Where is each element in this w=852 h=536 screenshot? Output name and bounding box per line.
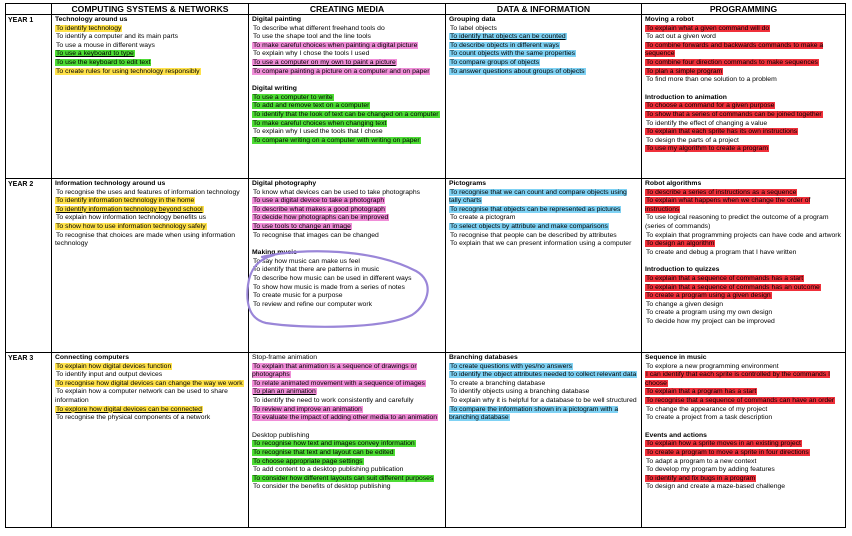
unit-group <box>252 249 442 309</box>
unit-title: Technology around us <box>55 16 128 23</box>
objective-item <box>449 406 638 423</box>
objective-text: To use tools to change an image <box>253 222 351 230</box>
objective-text: To use a computer on my own to paint a picture <box>253 58 396 66</box>
objective-item <box>252 94 442 103</box>
objective-text: To design and create a maze-based challenge <box>646 483 786 491</box>
unit-group <box>252 16 442 76</box>
objective-text: To describe what different freehand tools do <box>253 24 385 32</box>
objective-text: To create a branching database <box>450 379 546 387</box>
objective-item <box>645 232 842 241</box>
objective-item <box>55 33 245 42</box>
unit-title: Introduction to animation <box>645 93 727 101</box>
objective-item <box>55 189 245 198</box>
objective-text: To develop my program by adding features <box>646 466 775 474</box>
objective-item <box>645 102 842 111</box>
objective-item <box>645 318 842 327</box>
unit-group <box>645 266 842 326</box>
objective-text: To decide how my project can be improved <box>646 317 775 325</box>
objective-text: To use the keyboard to edit text <box>56 58 151 66</box>
objective-text: To create a program using my own design <box>646 309 773 317</box>
objective-item <box>449 25 638 34</box>
objective-item <box>252 301 442 310</box>
objective-text: To decide how photographs can be improved <box>253 214 389 222</box>
objective-text: To evaluate the impact of adding other media to an animation <box>253 414 438 422</box>
objective-item <box>55 414 245 423</box>
unit-title: Robot algorithms <box>645 180 702 187</box>
objective-text: To act out a given word <box>646 33 716 41</box>
objective-text: To explain that a sequence of commands has an outcome <box>646 283 820 291</box>
objective-text: To review and improve an animation <box>253 405 362 413</box>
objective-text: To create rules for using technology responsibly <box>56 67 200 75</box>
objective-item <box>252 406 442 415</box>
objective-text: To explain how a computer network can be used to share information <box>55 388 228 404</box>
objective-item <box>252 380 442 389</box>
objective-text: To review and refine our computer work <box>253 300 372 308</box>
objective-text: To choose appropriate page settings <box>253 457 363 465</box>
objective-text: To recognise that images can be changed <box>253 231 379 239</box>
objective-text: To add and remove text on a computer <box>253 102 370 110</box>
objective-item <box>252 414 442 423</box>
objective-text: To explain what happens when we change the order of instructions <box>645 197 811 213</box>
objective-item <box>645 59 842 68</box>
unit-group <box>449 180 638 249</box>
objective-text: To recognise the physical components of a network <box>56 414 211 422</box>
objective-text: To describe how music can be used in different ways <box>253 274 412 282</box>
objective-text: To use a digital device to take a photograph <box>253 197 385 205</box>
objective-text: To say how music can make us feel <box>253 257 360 265</box>
unit-title: Pictograms <box>449 180 487 187</box>
objective-text: To describe a series of instructions as a sequence <box>646 188 797 196</box>
year-row <box>6 179 846 353</box>
objective-text: To show that a series of commands can be joined together <box>646 110 822 118</box>
cell-data-information <box>446 15 642 179</box>
objective-text: To identify that there are patterns in music <box>253 266 380 274</box>
objective-item <box>55 232 245 249</box>
objective-text: To identify objects using a branching database <box>450 388 590 396</box>
objective-text: To explain how digital devices function <box>56 362 172 370</box>
objective-item <box>55 197 245 206</box>
objective-item <box>252 483 442 492</box>
unit-group <box>252 354 442 423</box>
objective-item <box>645 458 842 467</box>
unit-group <box>449 16 638 76</box>
objective-item <box>449 232 638 241</box>
objective-text: To explore how digital devices can be connected <box>56 405 202 413</box>
objective-item <box>252 475 442 484</box>
objective-item <box>252 449 442 458</box>
objective-item <box>449 223 638 232</box>
objective-text: To explain that programming projects can have code and artwork <box>646 231 841 239</box>
objective-item <box>252 458 442 467</box>
unit-title: Digital photography <box>252 180 317 187</box>
cell-computing-systems <box>52 15 249 179</box>
objective-item <box>645 137 842 146</box>
objective-text: To combine forwards and backwards commands to make a sequence <box>645 41 824 58</box>
objective-item <box>645 284 842 293</box>
objective-text: To compare groups of objects <box>450 58 540 66</box>
objective-item <box>449 371 638 380</box>
objective-item <box>252 284 442 293</box>
objective-text: To design an algorithm <box>646 240 715 248</box>
objective-item <box>55 380 245 389</box>
objective-text: To recognise the uses and features of information technology <box>56 188 240 196</box>
year-label: YEAR 3 <box>6 353 52 528</box>
objective-item <box>449 33 638 42</box>
objective-text: To adapt a program to a new context <box>646 457 757 465</box>
objective-text: To find more than one solution to a problem <box>646 76 777 84</box>
objective-item <box>645 475 842 484</box>
objective-text: To identify technology <box>56 24 122 32</box>
objective-text: To explain why it is helpful for a database to be well structured <box>450 396 637 404</box>
objective-text: To add content to a desktop publishing publication <box>253 466 404 474</box>
objective-item <box>645 275 842 284</box>
objective-text: To change the appearance of my project <box>646 405 768 413</box>
objective-text: To explain that a sequence of commands has a start <box>646 274 804 282</box>
objective-item <box>252 137 442 146</box>
objective-item <box>252 258 442 267</box>
objective-item <box>55 68 245 77</box>
unit-title: Digital painting <box>252 16 302 23</box>
objective-text: To combine four direction commands to make sequences <box>646 58 818 66</box>
unit-title: Moving a robot <box>645 16 694 23</box>
unit-title: Information technology around us <box>55 180 166 187</box>
objective-item <box>55 371 245 380</box>
objective-text: To change a given design <box>646 300 724 308</box>
objective-item <box>252 111 442 120</box>
objective-text: To relate animated movement with a sequence of images <box>253 379 425 387</box>
objective-text: To identify that the look of text can be changed on a computer <box>253 110 439 118</box>
objective-text: To identify information technology in the home <box>56 197 195 205</box>
cell-computing-systems <box>52 353 249 528</box>
objective-text: To create and debug a program that I have written <box>646 248 797 256</box>
objective-item <box>55 25 245 34</box>
objective-item <box>645 249 842 258</box>
header-row <box>6 4 846 15</box>
objective-text: To recognise that text and layout can be edited <box>253 448 394 456</box>
objective-text: To consider the benefits of desktop publishing <box>253 483 391 491</box>
unit-title: Connecting computers <box>55 354 130 361</box>
objective-text: To explain how a sprite moves in an existing project <box>646 440 801 448</box>
objective-text: To use a keyboard to type <box>56 50 134 58</box>
objective-text: To create a pictogram <box>450 214 516 222</box>
unit-group <box>55 16 245 76</box>
unit-group <box>645 354 842 423</box>
objective-text: To identify that objects can be counted <box>450 33 566 41</box>
cell-creating-media <box>249 179 446 353</box>
objective-item <box>252 33 442 42</box>
cell-computing-systems <box>52 179 249 353</box>
objective-item <box>645 33 842 42</box>
unit-title: Branching databases <box>449 354 518 361</box>
objective-item <box>645 68 842 77</box>
header-blank <box>6 4 52 15</box>
objective-item <box>252 189 442 198</box>
objective-text: To make careful choices when painting a digital picture <box>253 41 418 49</box>
objective-text: To identify the need to work consistently and carefully <box>253 396 414 404</box>
unit-title: Digital writing <box>252 85 297 93</box>
objective-item <box>55 214 245 223</box>
objective-item <box>645 483 842 492</box>
objective-text: To use logical reasoning to predict the outcome of a program (series of commands) <box>645 214 829 230</box>
objective-text: I can identify that each sprite is controlled by the commands I choose <box>645 371 830 387</box>
objective-item <box>645 388 842 397</box>
objective-item <box>645 440 842 449</box>
curriculum-table <box>5 3 846 528</box>
objective-item <box>645 189 842 198</box>
objective-text: To select objects by attribute and make comparisons <box>450 222 608 230</box>
objective-item <box>252 388 442 397</box>
objective-item <box>645 397 842 406</box>
unit-group <box>252 180 442 240</box>
objective-item <box>449 206 638 215</box>
objective-item <box>645 214 842 231</box>
objective-item <box>645 128 842 137</box>
cell-data-information <box>446 353 642 528</box>
objective-text: To identify input and output devices <box>56 371 163 379</box>
objective-item <box>645 363 842 372</box>
objective-item <box>55 388 245 405</box>
objective-text: To make careful choices when changing text <box>253 119 387 127</box>
objective-text: To recognise that we can count and compare objects using tally charts <box>449 188 627 205</box>
unit-title: Desktop publishing <box>252 431 310 439</box>
cell-programming <box>642 353 846 528</box>
year-row <box>6 15 846 179</box>
objective-text: To identify the object attributes needed to collect relevant data <box>450 371 637 379</box>
objective-item <box>252 363 442 380</box>
objective-text: To create a project from a task description <box>646 414 773 422</box>
unit-group <box>55 180 245 249</box>
objective-text: To explain why I used the tools that I chose <box>253 128 383 136</box>
unit-title: Stop-frame animation <box>252 354 317 361</box>
objective-item <box>55 363 245 372</box>
objective-item <box>252 120 442 129</box>
objective-text: To identify the effect of changing a value <box>646 119 768 127</box>
objective-text: To answer questions about groups of objects <box>450 67 585 75</box>
objective-item <box>55 50 245 59</box>
objective-item <box>645 371 842 388</box>
objective-item <box>645 25 842 34</box>
objective-item <box>645 414 842 423</box>
objective-item <box>252 292 442 301</box>
unit-group <box>645 94 842 154</box>
objective-text: To explain that a program has a start <box>646 388 757 396</box>
objective-text: To describe objects in different ways <box>450 41 560 49</box>
objective-item <box>449 42 638 51</box>
objective-text: To recognise how digital devices can change the way we work <box>56 379 243 387</box>
objective-item <box>252 128 442 137</box>
cell-creating-media <box>249 353 446 528</box>
objective-text: To explain that we can present information using a computer <box>450 240 632 248</box>
objective-item <box>449 50 638 59</box>
objective-item <box>252 214 442 223</box>
objective-item <box>252 59 442 68</box>
objective-item <box>645 406 842 415</box>
objective-item <box>55 223 245 232</box>
objective-text: To identify a computer and its main parts <box>56 33 179 41</box>
objective-text: To recognise that a sequence of commands can have an order <box>646 396 835 404</box>
cell-creating-media <box>249 15 446 179</box>
objective-text: To compare the information shown in a pictogram with a branching database <box>449 405 619 422</box>
unit-group <box>449 354 638 423</box>
cell-data-information <box>446 179 642 353</box>
objective-text: To use the shape tool and the line tools <box>253 33 371 41</box>
objective-text: To compare painting a picture on a computer and on paper <box>253 67 430 75</box>
objective-item <box>645 309 842 318</box>
header-data-information: DATA & INFORMATION <box>446 4 642 15</box>
objective-text: To identify and fix bugs in a program <box>646 474 756 482</box>
objective-item <box>252 266 442 275</box>
objective-text: To consider how different layouts can suit different purposes <box>253 474 434 482</box>
objective-text: To recognise that objects can be represented as pictures <box>450 205 621 213</box>
objective-item <box>449 363 638 372</box>
objective-item <box>645 76 842 85</box>
unit-title: Grouping data <box>449 16 496 23</box>
unit-group <box>645 180 842 257</box>
unit-group <box>252 432 442 492</box>
objective-text: To identify information technology beyond school <box>56 205 203 213</box>
objective-item <box>55 206 245 215</box>
objective-text: To recognise that choices are made when using information technology <box>55 231 236 248</box>
objective-item <box>449 68 638 77</box>
objective-item <box>645 240 842 249</box>
objective-text: To compare writing on a computer with writing on paper <box>253 136 420 144</box>
objective-item <box>252 42 442 51</box>
objective-text: To plan a simple program <box>646 67 723 75</box>
objective-text: To create questions with yes/no answers <box>450 362 573 370</box>
objective-text: To explain why I chose the tools I used <box>253 50 370 58</box>
objective-item <box>55 42 245 51</box>
unit-title: Making music <box>252 249 297 257</box>
objective-item <box>252 197 442 206</box>
objective-text: To label objects <box>450 24 497 32</box>
objective-text: To create a program using a given design <box>646 292 771 300</box>
objective-text: To design the parts of a project <box>646 136 739 144</box>
objective-item <box>645 120 842 129</box>
objective-text: To show how music is made from a series of notes <box>253 283 405 291</box>
year-row <box>6 353 846 528</box>
objective-text: To know what devices can be used to take photographs <box>253 188 421 196</box>
objective-text: To recognise how text and images convey information <box>253 440 415 448</box>
objective-item <box>449 388 638 397</box>
objective-text: To choose a command for a given purpose <box>646 102 775 110</box>
objective-item <box>645 197 842 214</box>
objective-item <box>252 466 442 475</box>
objective-item <box>449 59 638 68</box>
objective-item <box>252 206 442 215</box>
objective-item <box>252 25 442 34</box>
objective-text: To show how to use information technology safely <box>56 222 206 230</box>
objective-text: To count objects with the same properties <box>450 50 576 58</box>
objective-item <box>645 111 842 120</box>
objective-item <box>252 232 442 241</box>
objective-text: To explain that each sprite has its own instructions <box>646 128 798 136</box>
objective-text: To plan an animation <box>253 388 316 396</box>
cell-programming <box>642 179 846 353</box>
objective-text: To explain what a given command will do <box>646 24 770 32</box>
objective-text: To explain that animation is a sequence of drawings or photographs <box>252 362 417 379</box>
objective-text: To create music for a purpose <box>253 292 343 300</box>
unit-group <box>252 85 442 145</box>
objective-text: To use a mouse in different ways <box>56 41 155 49</box>
objective-item <box>645 42 842 59</box>
header-computing-systems: COMPUTING SYSTEMS & NETWORKS <box>52 4 249 15</box>
objective-item <box>252 50 442 59</box>
objective-item <box>449 189 638 206</box>
unit-group <box>645 432 842 492</box>
objective-text: To explore a new programming environment <box>646 362 779 370</box>
objective-item <box>55 406 245 415</box>
objective-item <box>252 68 442 77</box>
objective-item <box>449 380 638 389</box>
objective-item <box>252 440 442 449</box>
objective-item <box>449 240 638 249</box>
objective-item <box>645 449 842 458</box>
objective-item <box>645 466 842 475</box>
objective-text: To recognise that people can be described by attributes <box>450 231 617 239</box>
objective-item <box>645 292 842 301</box>
unit-group <box>645 16 842 85</box>
cell-programming <box>642 15 846 179</box>
objective-item <box>252 275 442 284</box>
unit-title: Events and actions <box>645 431 707 439</box>
objective-item <box>645 301 842 310</box>
unit-title: Sequence in music <box>645 354 707 361</box>
year-label: YEAR 2 <box>6 179 52 353</box>
objective-text: To use a computer to write <box>253 93 333 101</box>
objective-text: To create a program to move a sprite in four directions <box>646 448 809 456</box>
objective-text: To explain how information technology benefits us <box>56 214 206 222</box>
objective-item <box>252 397 442 406</box>
objective-item <box>449 397 638 406</box>
header-creating-media: CREATING MEDIA <box>249 4 446 15</box>
objective-item <box>252 102 442 111</box>
objective-item <box>252 223 442 232</box>
objective-item <box>449 214 638 223</box>
header-programming: PROGRAMMING <box>642 4 846 15</box>
objective-item <box>55 59 245 68</box>
year-label: YEAR 1 <box>6 15 52 179</box>
objective-text: To use my algorithm to create a program <box>646 145 769 153</box>
unit-group <box>55 354 245 423</box>
objective-text: To describe what makes a good photograph <box>253 205 385 213</box>
objective-item <box>645 145 842 154</box>
unit-title: Introduction to quizzes <box>645 266 720 274</box>
